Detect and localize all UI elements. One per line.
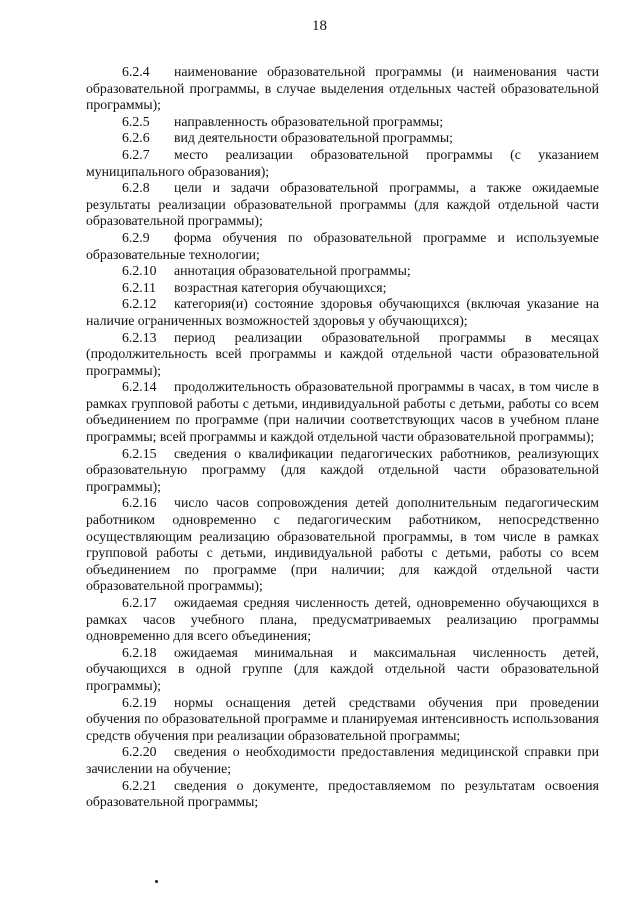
item-number: 6.2.16 — [122, 495, 157, 511]
item-text: направленность образовательной программы; — [174, 113, 444, 129]
list-item — [86, 114, 599, 131]
page-number: 18 — [312, 18, 327, 34]
list-item — [86, 645, 599, 695]
list-item — [86, 230, 599, 263]
item-text: ожидаемая минимальная и максимальная численность детей, обучающихся в одной группе (для каждой отдельной части образовательной программы); — [86, 644, 599, 693]
item-text: аннотация образовательной программы; — [174, 263, 411, 279]
list-item — [86, 263, 599, 280]
item-number: 6.2.7 — [122, 146, 150, 162]
list-item — [86, 778, 599, 811]
item-number: 6.2.4 — [122, 64, 150, 79]
item-text: возрастная категория обучающихся; — [174, 279, 387, 295]
item-text: место реализации образовательной программы (с указанием муниципального образования); — [86, 146, 599, 179]
item-text: число часов сопровождения детей дополнительным педагогическим работником одновременно с педагогическим работником, непосредственно осуществляющим реализацию образовательной программы, в том числе в рамках групповой работы с детьми, индивидуальной работы с детьми, работы со всем объединением по программе (при наличии; для каждой отдельной части образовательной программы); — [86, 495, 599, 594]
item-text: наименование образовательной программы (и наименования части образовательной программы, в случае выделения отдельных частей образовательной программы); — [86, 64, 599, 113]
item-text: цели и задачи образовательной программы, а также ожидаемые результаты реализации образовательной программы (для каждой отдельной части образовательной программы); — [86, 180, 599, 229]
list-item — [86, 130, 599, 147]
list-item — [86, 595, 599, 645]
item-number: 6.2.9 — [122, 229, 150, 245]
item-number: 6.2.15 — [122, 445, 157, 461]
item-text: сведения о необходимости предоставления медицинской справки при зачислении на обучение; — [86, 744, 599, 776]
item-number: 6.2.6 — [122, 130, 150, 146]
item-text: нормы оснащения детей средствами обучения при проведении обучения по образовательной программе и планируемая интенсивность использования средств обучения при реализации образовательной программы; — [86, 694, 599, 743]
item-list — [86, 64, 599, 811]
item-number: 6.2.5 — [122, 113, 150, 129]
item-number: 6.2.14 — [122, 379, 157, 395]
item-text: сведения о квалификации педагогических работников, реализующих образовательную программу (для каждой отдельной части образовательной программы); — [86, 445, 599, 494]
list-item — [86, 280, 599, 297]
item-number: 6.2.11 — [122, 279, 156, 295]
item-number: 6.2.18 — [122, 644, 157, 660]
item-text: сведения о документе, предоставляемом по результатам освоения образовательной программы; — [86, 777, 599, 810]
list-item — [86, 446, 599, 496]
item-text: период реализации образовательной программы в месяцах (продолжительность всей программы и каждой отдельной части образовательной программы); — [86, 329, 599, 378]
item-number: 6.2.10 — [122, 263, 157, 279]
list-item — [86, 744, 599, 777]
item-text: продолжительность образовательной программы в часах, в том числе в рамках групповой работы с детьми, индивидуальной работы с детьми, работы со всем объединением по программе (при наличии соответствующих часов в учебном плане программы; всей программы и каждой отдельной части образовательной программы); — [86, 379, 599, 445]
item-text: вид деятельности образовательной программы; — [174, 130, 453, 146]
item-number: 6.2.21 — [122, 777, 157, 793]
item-text: ожидаемая средняя численность детей, одновременно обучающихся в рамках часов учебного плана, предусматриваемых реализацию программы одновременно для всего объединения; — [86, 595, 599, 644]
list-item — [86, 296, 599, 329]
list-item — [86, 330, 599, 380]
list-item — [86, 147, 599, 180]
scan-speck — [155, 880, 158, 883]
item-number: 6.2.12 — [122, 296, 157, 312]
item-text: форма обучения по образовательной программе и используемые образовательные технологии; — [86, 229, 599, 262]
item-number: 6.2.20 — [122, 744, 157, 760]
list-item — [86, 379, 599, 445]
item-text: категория(и) состояние здоровья обучающихся (включая указание на наличие ограниченных возможностей здоровья у обучающихся); — [86, 296, 599, 328]
list-item — [86, 695, 599, 745]
item-number: 6.2.19 — [122, 694, 157, 710]
item-number: 6.2.17 — [122, 595, 157, 610]
item-number: 6.2.13 — [122, 329, 157, 345]
list-item — [86, 180, 599, 230]
list-item — [86, 495, 599, 595]
item-number: 6.2.8 — [122, 180, 150, 196]
list-item — [86, 64, 599, 114]
